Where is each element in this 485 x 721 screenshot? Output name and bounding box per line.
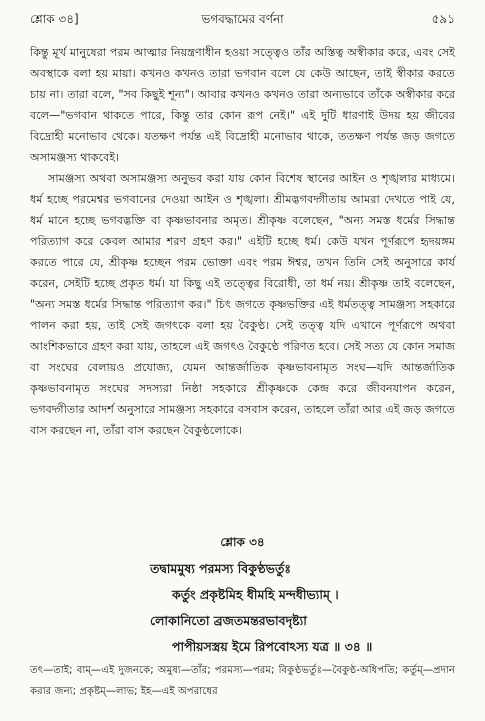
paragraph: সামঞ্জস্য অথবা অসামঞ্জস্য অনুভব করা যায় কোন বিশেষ স্থানের আইন ও শৃঙ্খলার মাধ্যমে। ধর্ম হচ্ছে পরমেশ্বর ভগবানের দেওয়া আইন ও শৃঙ্খলা। শ্রীমদ্ভগবদ্গীতায় আমরা দেখতে পাই যে, ধর্ম মানে হচ্ছে ভগবদ্ভক্তি বা কৃষ্ণভাবনার অমৃত। শ্রীকৃষ্ণ বলেছেন, "অন্য সমস্ত ধর্মের সিদ্ধান্ত পরিত্যাগ করে কেবল আমার শরণ গ্রহণ কর।" এইটি হচ্ছে ধর্ম। কেউ যখন পূর্ণরূপে হৃদয়ঙ্গম করতে পারে যে, শ্রীকৃষ্ণ হচ্ছেন পরম ভোক্তা এবং পরম ঈশ্বর, তখন তিনি সেই অনুসারে কার্য করেন, সেইটি হচ্ছে প্রকৃত ধর্ম। যা কিছু এই তত্ত্বের বিরোধী, তা ধর্ম নয়। শ্রীকৃষ্ণ তাই বলেছেন, "অন্য সমস্ত ধর্মের সিদ্ধান্ত পরিত্যাগ কর।" চিৎ জগতে কৃষ্ণভক্তির এই ধর্মতত্ত্ব সামঞ্জস্য সহকারে পালন করা হয়, তাই সেই জগৎকে বলা হয় বৈকুণ্ঠ। সেই তত্ত্ব যদি এখানে পূর্ণরূপে অথবা আংশিকভাবে গ্রহণ করা যায়, তাহলে এই জগৎও বৈকুণ্ঠে পরিণত হবে। সেই সত্য যে কোন সমাজ বা সংঘের বেলায়ও প্রযোজ্য, যেমন আন্তর্জাতিক কৃষ্ণভাবনামৃত সংঘ—যদি আন্তর্জাতিক কৃষ্ণভাবনামৃত সংঘের সদস্যরা নিষ্ঠা সহকারে শ্রীকৃষ্ণকে কেন্দ্র করে জীবনযাপন করেন, ভগবদ্গীতার আদর্শ অনুসারে সামঞ্জস্য সহকারে বসবাস করেন, তাহলে তাঁরা আর এই জড় জগতে বাস করছেন না, তাঁরা বাস করছেন বৈকুণ্ঠলোকে। [30, 172, 455, 437]
purport-text [30, 42, 455, 441]
verse-line: পাপীয়সস্ত্রয় ইমে রিপবোঽস্য যত্র ॥ ৩৪ ॥ [172, 639, 373, 654]
verse-heading: শ্লোক ৩৪ [220, 535, 265, 549]
word-synonyms: তৎ—তাই; বাম্—এই দুজনকে; অমুষ্য—তাঁর; পরমস্য—পরম; বিকুণ্ঠভর্তুঃ—বৈকুণ্ঠ-অধিপতি; কর্তুম্—প্রদান করার জন্য; প্রকৃষ্টম্—লাভ; ইহ—এই অপরাধের [30, 665, 455, 697]
paragraph: কিন্তু মূর্খ মানুষেরা পরম আত্মার নিয়ন্ত্রণাধীন হওয়া সত্ত্বেও তাঁর অস্তিত্ব অস্বীকার করে, এবং সেই অবস্থাকে বলা হয় মায়া। কখনও কখনও তারা ভগবান বলে যে কেউ আছেন, তাই স্বীকার করতে চায় না। তারা বলে, "সব কিছুই শূন্য"। আবার কখনও কখনও তারা অন্যভাবে তাঁকে অস্বীকার করে বলে—"ভগবান থাকতে পারে, কিন্তু তার কোন রূপ নেই।" এই দুটি ধারণাই উদয় হয় জীবের বিদ্রোহী মনোভাব থেকে। যতক্ষণ পর্যন্ত এই বিদ্রোহী মনোভাব থাকে, ততক্ষণ পর্যন্ত জড় জগতে অসামঞ্জস্য থাকবেই। [30, 46, 455, 164]
header-chapter-title: ভগবদ্ধামের বর্ণনা [201, 12, 284, 26]
verse-line: কর্তুং প্রকৃষ্টমিহ ধীমহি মন্দধীভ্যাম্ । [172, 587, 339, 602]
sanskrit-verse [150, 556, 455, 660]
page-header [30, 10, 455, 32]
verse-line: তদ্বামমুষ্য পরমস্য বিকুণ্ঠভর্তুঃ [150, 561, 292, 576]
header-verse-ref: শ্লোক ৩৪] [30, 12, 79, 26]
verse-line: লোকানিতো ব্রজতমন্তরভাবদৃষ্ট্যা [150, 613, 307, 628]
page-number: ৫৯১ [431, 12, 455, 26]
